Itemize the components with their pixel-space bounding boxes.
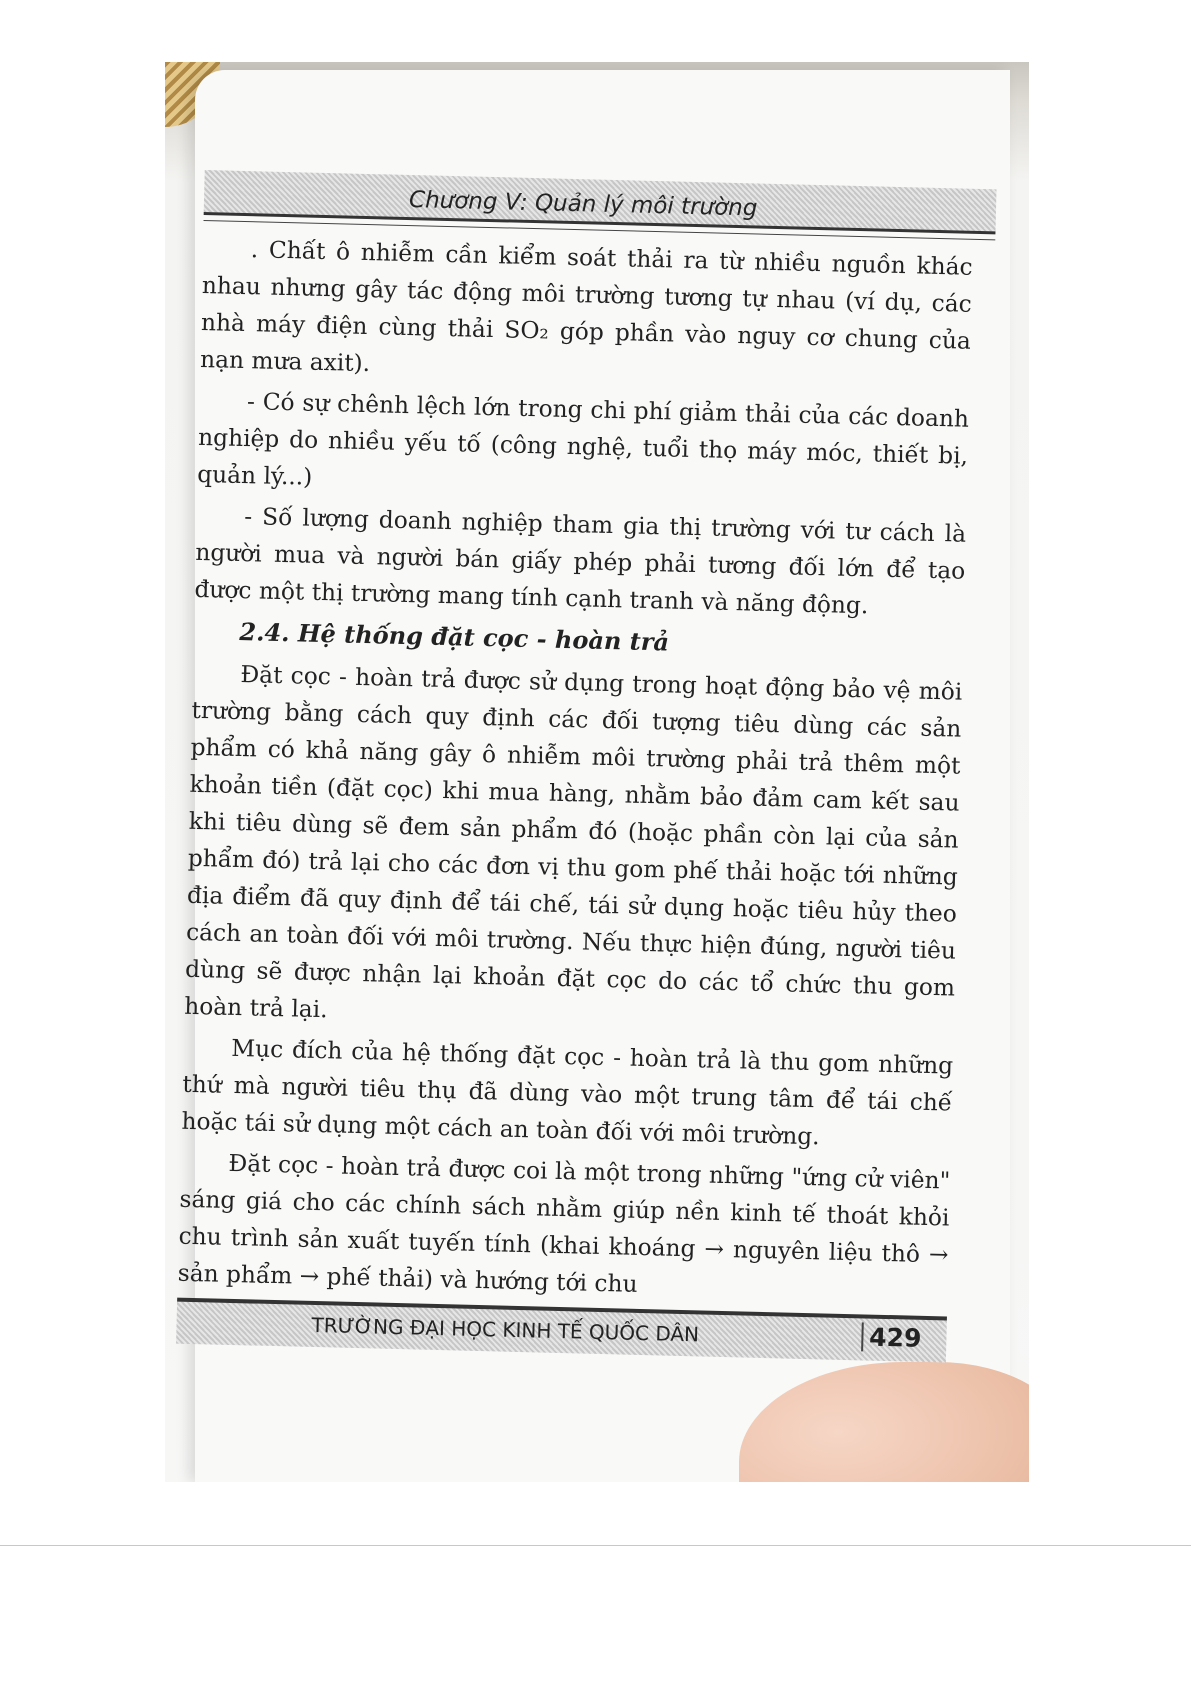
paragraph-deposit-refund-candidate: Đặt cọc - hoàn trả được coi là một trong những "ứng cử viên" sáng giá cho các chính sách nhằm giúp nền kinh tế thoát khỏi chu trình sản xuất tuyến tính (khai khoáng → nguyên liệu thô → sản phẩm → phế thải) và hướng tới chu	[177, 1149, 951, 1298]
institution-name: TRƯỜNG ĐẠI HỌC KINH TẾ QUỐC DÂN	[311, 1312, 700, 1347]
page-content	[174, 160, 974, 1428]
section-heading: 2.4. Hệ thống đặt cọc - hoàn trả	[239, 616, 670, 657]
viewer-page-divider	[0, 1545, 1191, 1546]
page-number: 429	[861, 1322, 922, 1352]
body-text	[177, 230, 973, 1314]
running-header	[204, 170, 997, 234]
paragraph-market-size: - Số lượng doanh nghiệp tham gia thị trường với tư cách là người mua và người bán giấy phép phải tương đối lớn để tạo được một thị trường mang tính cạnh tranh và năng động.	[194, 503, 967, 620]
paragraph-pollutant-sources: . Chất ô nhiễm cần kiểm soát thải ra từ nhiều nguồn khác nhau nhưng gây tác động môi trường tương tự nhau (ví dụ, các nhà máy điện cùng thải SO₂ góp phần vào nguy cơ chung của nạn mưa axit).	[199, 236, 973, 378]
paragraph-deposit-refund-purpose: Mục đích của hệ thống đặt cọc - hoàn trả là thu gom những thứ mà người tiêu thụ đã dùng vào một trung tâm để tái chế hoặc tái sử dụng một cách an toàn đối với môi trường.	[181, 1034, 954, 1151]
paragraph-deposit-refund-definition: Đặt cọc - hoàn trả được sử dụng trong hoạt động bảo vệ môi trường bằng cách quy định các đối tượng tiêu dùng các sản phẩm có khả năng gây ô nhiễm môi trường phải trả thêm một khoản tiền (đặt cọc) khi mua hàng, nhằm bảo đảm cam kết sau khi tiêu dùng sẽ đem sản phẩm đó (hoặc phần còn lại của sản phẩm đó) trả lại cho các đơn vị thu gom phế thải hoặc tới những địa điểm đã quy định để tái chế, tái sử dụng hoặc tiêu hủy theo cách an toàn đối với môi trường. Nếu thực hiện đúng, người tiêu dùng sẽ được nhận lại khoản đặt cọc do các tổ chức thu gom hoàn trả lại.	[183, 661, 963, 1024]
paragraph-abatement-cost: - Có sự chênh lệch lớn trong chi phí giảm thải của các doanh nghiệp do nhiều yếu tố (công nghệ, tuổi thọ máy móc, thiết bị, quản lý...)	[196, 388, 970, 491]
chapter-title: Chương V: Quản lý môi trường	[408, 187, 758, 222]
